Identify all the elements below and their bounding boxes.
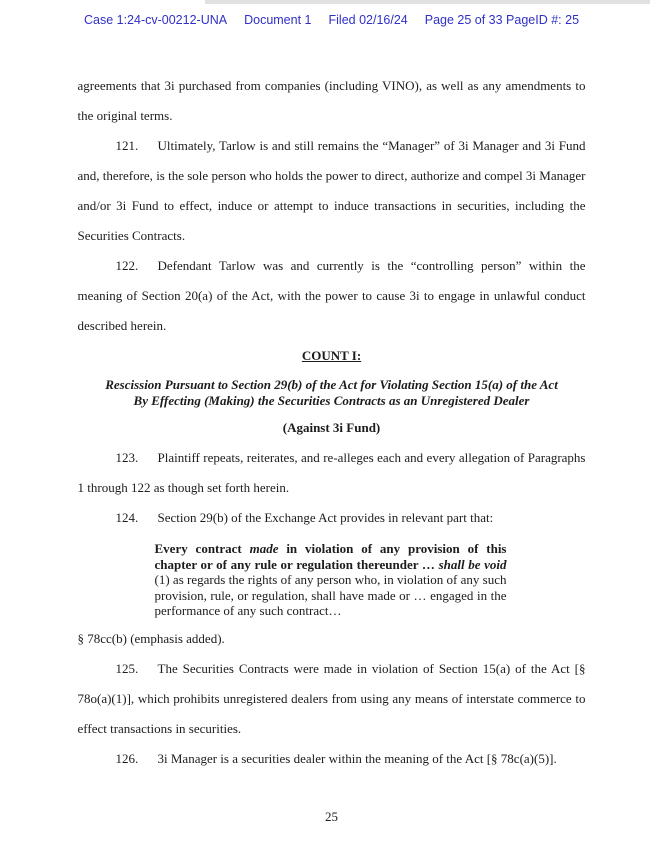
paragraph-125-number: 125. — [115, 660, 139, 676]
count-subtitle — [78, 377, 586, 409]
court-header — [0, 0, 663, 27]
paragraph-124 — [78, 503, 586, 533]
paragraph-120-continuation: agreements that 3i purchased from companies (including VINO), as well as any amendments to the original terms. — [77, 78, 586, 123]
page-number: 25 — [325, 808, 338, 824]
paragraph-126-number: 126. — [115, 750, 139, 766]
document-number: Document 1 — [244, 13, 312, 27]
count-subtitle-line1: Rescission Pursuant to Section 29(b) of the Act for Violating Section 15(a) of the Act — [105, 377, 558, 392]
against-heading: (Against 3i Fund) — [282, 420, 381, 435]
page-info: Page 25 of 33 PageID #: 25 — [424, 13, 580, 27]
document-body — [78, 71, 586, 832]
paragraph-122-number: 122. — [115, 258, 139, 273]
paragraph-123-text: Plaintiff repeats, reiterates, and re-alleges each and every allegation of Paragraphs 1 through 122 as though set forth herein. — [77, 450, 586, 495]
statute-citation: § 78cc(b) (emphasis added). — [77, 630, 225, 646]
paragraph-123-number: 123. — [115, 450, 139, 465]
statute-quote: Every contract made in violation of any provision of this chapter or of any rule or regulation thereunder … shall be void (1) as regards the rights of any person who, in violation of any such provision, rule, or regulation, shall have made or … engaged in the performance of any such contract… — [154, 541, 507, 618]
paragraph-122 — [78, 251, 586, 341]
paragraph-121 — [78, 131, 586, 251]
paragraph-121-number: 121. — [115, 138, 139, 153]
paragraph-124-number: 124. — [115, 510, 139, 525]
filed-date: Filed 02/16/24 — [328, 13, 408, 27]
scan-edge-artifact — [205, 0, 650, 4]
paragraph-121-text: Ultimately, Tarlow is and still remains the “Manager” of 3i Manager and 3i Fund and, therefore, is the sole person who holds the power to direct, authorize and compel 3i Manager and/or 3i Fund to effect, induce or attempt to induce transactions in securities, including the Securities Contracts. — [77, 138, 586, 243]
paragraph-126-text: 3i Manager is a securities dealer within the meaning of the Act [§ 78c(a)(5)]. — [157, 750, 557, 766]
count-heading: COUNT I: — [301, 348, 362, 363]
paragraph-123 — [78, 443, 586, 503]
count-subtitle-line2: By Effecting (Making) the Securities Contracts as an Unregistered Dealer — [133, 393, 530, 408]
paragraph-126 — [78, 744, 586, 774]
paragraph-125 — [78, 654, 586, 744]
paragraph-124-text: Section 29(b) of the Exchange Act provides in relevant part that: — [157, 510, 494, 525]
paragraph-125-text: The Securities Contracts were made in violation of Section 15(a) of the Act [§ 78o(a)(1)], which prohibits unregistered dealers from using any means of interstate commerce to effect transactions in securities. — [77, 660, 586, 736]
case-number: Case 1:24-cv-00212-UNA — [83, 13, 228, 27]
paragraph-122-text: Defendant Tarlow was and currently is the “controlling person” within the meaning of Section 20(a) of the Act, with the power to cause 3i to engage in unlawful conduct described herein. — [77, 258, 586, 333]
